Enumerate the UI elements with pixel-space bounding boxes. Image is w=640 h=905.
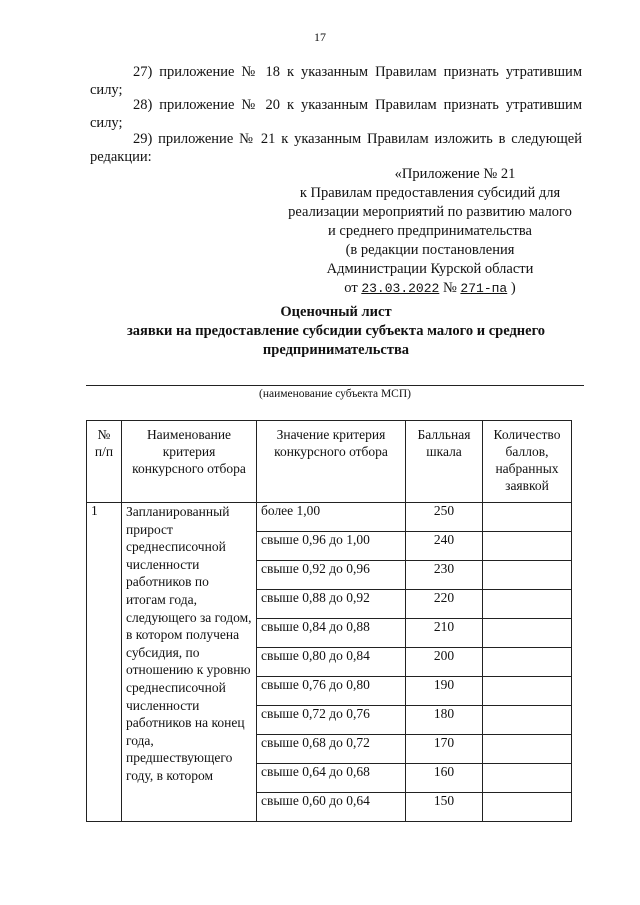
criterion-name: Запланированный прирост среднесписочной численности работников по итогам года, следующего за годом, в котором получена субсидия, по отношению к уровню среднесписочной численности работников на конец года, предшествующего году, в котором bbox=[122, 503, 257, 822]
table-header-row bbox=[87, 421, 572, 503]
document-title bbox=[90, 303, 582, 360]
paragraph-continuation: силу; bbox=[90, 81, 123, 98]
criterion-value: свыше 0,84 до 0,88 bbox=[257, 619, 406, 648]
points-cell bbox=[483, 706, 572, 735]
scale-score: 200 bbox=[406, 648, 483, 677]
closing-bracket: ) bbox=[510, 280, 516, 296]
paragraph-item-28 bbox=[90, 97, 582, 132]
criterion-value: свыше 0,96 до 1,00 bbox=[257, 532, 406, 561]
paragraph-item-27 bbox=[90, 64, 582, 99]
points-cell bbox=[483, 503, 572, 532]
criterion-number: 1 bbox=[87, 503, 122, 822]
points-cell bbox=[483, 648, 572, 677]
criterion-value: свыше 0,76 до 0,80 bbox=[257, 677, 406, 706]
criterion-value: свыше 0,68 до 0,72 bbox=[257, 735, 406, 764]
paragraph-text: 27) приложение № 18 к указанным Правилам признать утратившим bbox=[133, 64, 582, 80]
subject-name-caption: (наименование субъекта МСП) bbox=[259, 388, 411, 400]
points-cell bbox=[483, 619, 572, 648]
evaluation-table bbox=[86, 420, 572, 822]
appendix-date-line bbox=[270, 279, 590, 298]
criterion-value: свыше 0,64 до 0,68 bbox=[257, 764, 406, 793]
criterion-value: более 1,00 bbox=[257, 503, 406, 532]
scale-score: 220 bbox=[406, 590, 483, 619]
subject-name-line bbox=[86, 385, 584, 386]
title-line-1: Оценочный лист bbox=[280, 304, 392, 320]
header-number: № п/п bbox=[87, 421, 122, 503]
scale-score: 230 bbox=[406, 561, 483, 590]
number-sign: № bbox=[442, 280, 457, 296]
table-row bbox=[87, 503, 572, 532]
appendix-line-5: (в редакции постановления bbox=[345, 242, 515, 258]
document-date: 23.03.2022 bbox=[361, 281, 440, 296]
paragraph-item-29 bbox=[90, 131, 582, 166]
points-cell bbox=[483, 764, 572, 793]
title-line-2: заявки на предоставление субсидии субъекта малого и среднего bbox=[126, 323, 546, 339]
header-scale: Балльная шкала bbox=[406, 421, 483, 503]
page-number: 17 bbox=[314, 30, 326, 44]
title-line-3: предпринимательства bbox=[262, 342, 410, 358]
paragraph-text: 29) приложение № 21 к указанным Правилам изложить в следующей bbox=[133, 131, 582, 147]
header-criterion: Наименование критерия конкурсного отбора bbox=[122, 421, 257, 503]
points-cell bbox=[483, 677, 572, 706]
criterion-value: свыше 0,60 до 0,64 bbox=[257, 793, 406, 822]
appendix-line-4: и среднего предпринимательства bbox=[328, 223, 532, 239]
points-cell bbox=[483, 590, 572, 619]
appendix-line-3: реализации мероприятий по развитию малого bbox=[288, 204, 572, 220]
scale-score: 150 bbox=[406, 793, 483, 822]
appendix-line-6: Администрации Курской области bbox=[326, 261, 534, 277]
points-cell bbox=[483, 532, 572, 561]
paragraph-text: 28) приложение № 20 к указанным Правилам признать утратившим bbox=[133, 97, 582, 113]
paragraph-continuation: силу; bbox=[90, 114, 123, 131]
header-value: Значение критерия конкурсного отбора bbox=[257, 421, 406, 503]
points-cell bbox=[483, 561, 572, 590]
points-cell bbox=[483, 793, 572, 822]
criterion-value: свыше 0,72 до 0,76 bbox=[257, 706, 406, 735]
appendix-header bbox=[270, 165, 590, 298]
scale-score: 190 bbox=[406, 677, 483, 706]
scale-score: 160 bbox=[406, 764, 483, 793]
points-cell bbox=[483, 735, 572, 764]
appendix-line-2: к Правилам предоставления субсидий для bbox=[299, 185, 561, 201]
document-number: 271-па bbox=[460, 281, 508, 296]
scale-score: 240 bbox=[406, 532, 483, 561]
criterion-value: свыше 0,88 до 0,92 bbox=[257, 590, 406, 619]
scale-score: 170 bbox=[406, 735, 483, 764]
appendix-title: «Приложение № 21 bbox=[394, 166, 516, 182]
scale-score: 250 bbox=[406, 503, 483, 532]
scale-score: 180 bbox=[406, 706, 483, 735]
header-points: Количество баллов, набранных заявкой bbox=[483, 421, 572, 503]
paragraph-continuation: редакции: bbox=[90, 148, 152, 165]
date-prefix: от bbox=[344, 280, 358, 296]
criterion-value: свыше 0,80 до 0,84 bbox=[257, 648, 406, 677]
scale-score: 210 bbox=[406, 619, 483, 648]
criterion-value: свыше 0,92 до 0,96 bbox=[257, 561, 406, 590]
